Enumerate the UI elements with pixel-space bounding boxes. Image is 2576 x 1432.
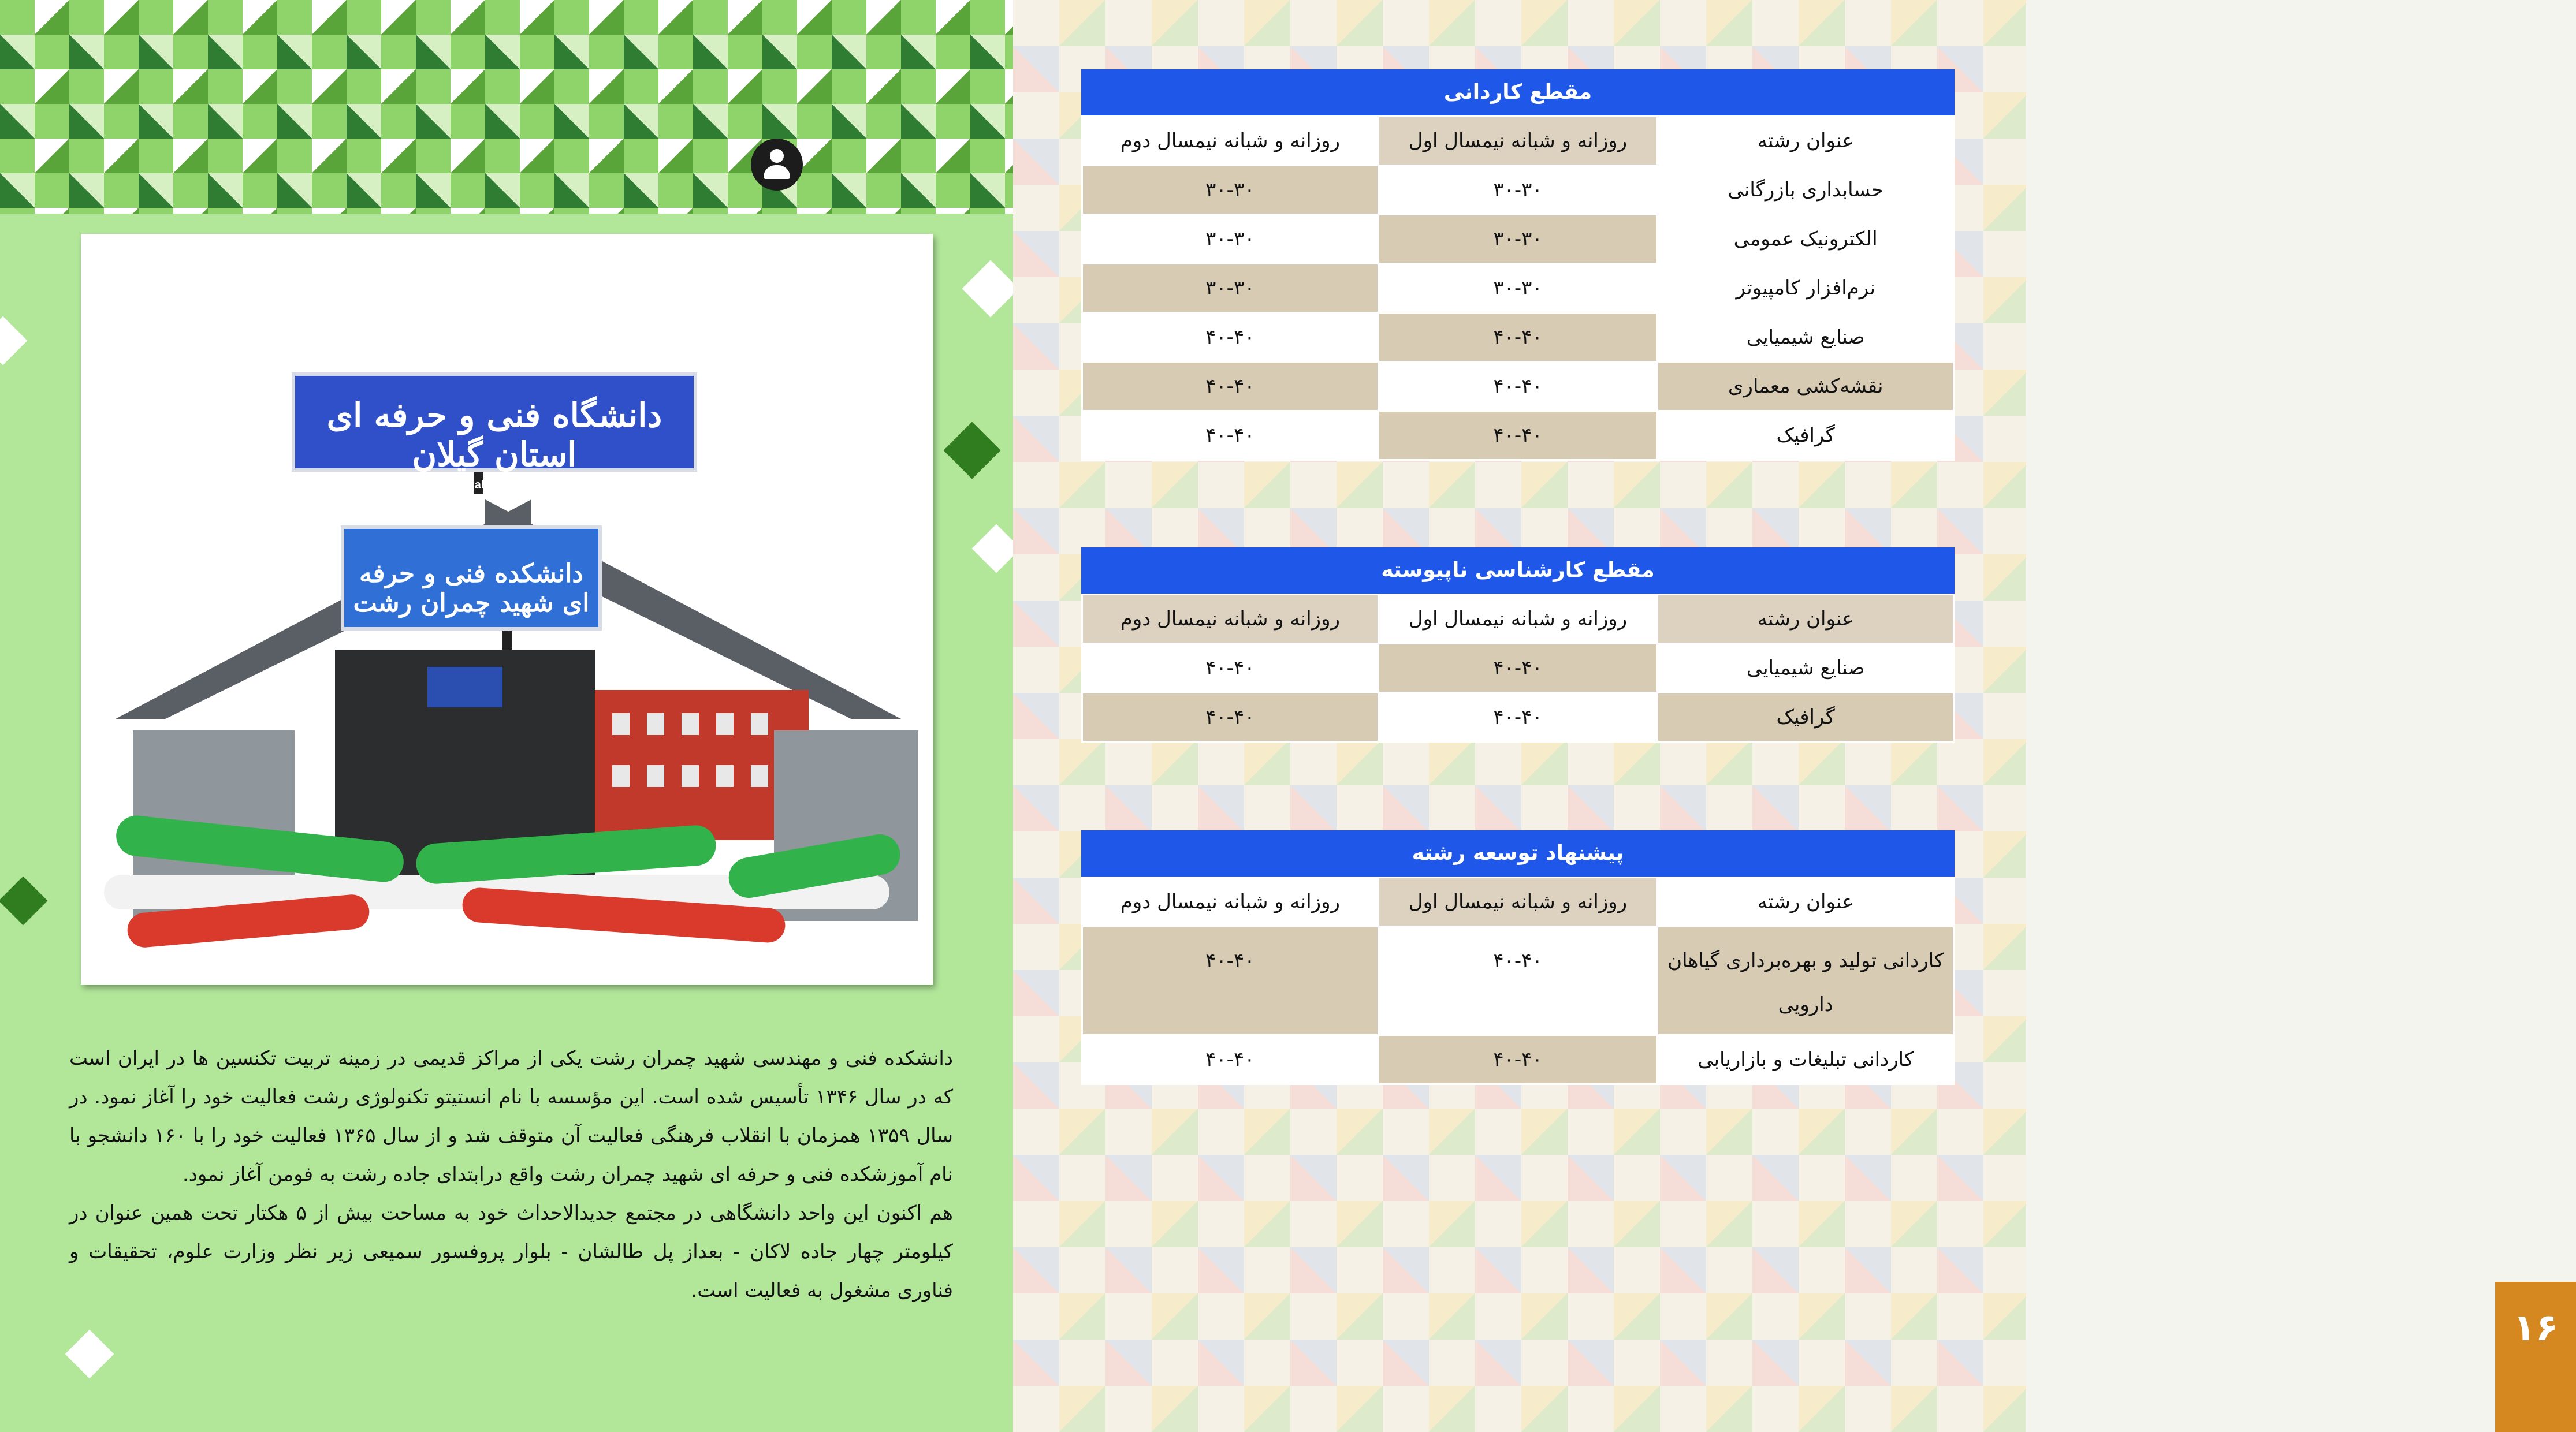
cell-field: حسابداری بازرگانی (1658, 166, 1954, 215)
intro-text (69, 1039, 953, 1310)
header-field: عنوان رشته (1658, 878, 1954, 927)
cell-first: ۳۰-۳۰ (1378, 215, 1658, 264)
cell-first: ۴۰-۴۰ (1378, 362, 1658, 411)
decorative-diamond (962, 260, 1019, 318)
table-title: پیشنهاد توسعه رشته (1081, 830, 1955, 877)
cell-second: ۴۰-۴۰ (1082, 927, 1379, 1035)
cell-second: ۳۰-۳۰ (1082, 215, 1379, 264)
table-row (1082, 411, 1954, 460)
cell-second: ۴۰-۴۰ (1082, 1035, 1379, 1084)
cell-second: ۴۰-۴۰ (1082, 644, 1379, 693)
campus-building (566, 690, 809, 840)
page-number: ۱۶ (2495, 1282, 2576, 1432)
right-page (1013, 0, 2559, 1432)
cell-field: نرم‌افزار کامپیوتر (1658, 264, 1954, 313)
campus-photo-frame (81, 234, 933, 984)
university-sign (292, 372, 697, 491)
table-row (1082, 1035, 1954, 1084)
cell-field: کاردانی تولید و بهره‌برداری گیاهان دارویی (1658, 927, 1954, 1035)
cell-second: ۴۰-۴۰ (1082, 362, 1379, 411)
user-icon[interactable] (751, 139, 803, 191)
faculty-sign (341, 525, 602, 631)
campus-gate-photo (92, 251, 921, 967)
header-field: عنوان رشته (1658, 117, 1954, 166)
faculty-sign-title: دانشکده فنی و حرفه ای شهید چمران رشت (353, 559, 590, 618)
cell-field: الکترونیک عمومی (1658, 215, 1954, 264)
cell-second: ۳۰-۳۰ (1082, 166, 1379, 215)
cell-first: ۳۰-۳۰ (1378, 166, 1658, 215)
decorative-diamond (0, 316, 27, 366)
header-second-semester: روزانه و شبانه نیمسال دوم (1082, 595, 1379, 644)
table-row (1082, 313, 1954, 362)
decorative-diamond (65, 1330, 114, 1379)
cell-field: کاردانی تبلیغات و بازاریابی (1658, 1035, 1954, 1084)
left-page (0, 0, 1013, 1432)
cell-first: ۴۰-۴۰ (1378, 411, 1658, 460)
cell-first: ۴۰-۴۰ (1378, 644, 1658, 693)
table-title: مقطع کارشناسی ناپیوسته (1081, 547, 1955, 594)
table-row (1082, 215, 1954, 264)
cell-first: ۳۰-۳۰ (1378, 264, 1658, 313)
header-second-semester: روزانه و شبانه نیمسال دوم (1082, 878, 1379, 927)
sign-subtitle: Technical and Vocational University of Gilan Province (347, 479, 642, 491)
header-first-semester: روزانه و شبانه نیمسال اول (1378, 117, 1658, 166)
cell-first: ۴۰-۴۰ (1378, 1035, 1658, 1084)
cell-field: صنایع شیمیایی (1658, 313, 1954, 362)
cell-field: گرافیک (1658, 693, 1954, 742)
cell-second: ۳۰-۳۰ (1082, 264, 1379, 313)
sign-title: دانشگاه فنی و حرفه ای استان گیلان (326, 396, 662, 474)
cell-second: ۴۰-۴۰ (1082, 693, 1379, 742)
intro-paragraph: هم اکنون این واحد دانشگاهی در مجتمع جدیدالاحداث خود به مساحت بیش از ۵ هکتار تحت همین عنوان در کیلومتر چهار جاده لاکان - بعداز پل طالشان - بلوار پروفسور سمیعی زیر نظر وزارت علوم، تحقیقات و فناوری مشغول به فعالیت است. (69, 1202, 953, 1302)
header-field: عنوان رشته (1658, 595, 1954, 644)
table-row (1082, 644, 1954, 693)
geometric-pattern-band (0, 0, 1013, 214)
table-row (1082, 166, 1954, 215)
cell-second: ۴۰-۴۰ (1082, 411, 1379, 460)
decorative-diamond (944, 422, 1001, 479)
header-first-semester: روزانه و شبانه نیمسال اول (1378, 878, 1658, 927)
table-title: مقطع کاردانی (1081, 69, 1955, 115)
associate-degree-table (1081, 69, 1955, 461)
header-first-semester: روزانه و شبانه نیمسال اول (1378, 595, 1658, 644)
bachelor-degree-table (1081, 547, 1955, 743)
decorative-diamond (0, 877, 47, 926)
cell-field: گرافیک (1658, 411, 1954, 460)
cell-field: صنایع شیمیایی (1658, 644, 1954, 693)
table-row (1082, 264, 1954, 313)
table-row (1082, 362, 1954, 411)
cell-field: نقشه‌کشی معماری (1658, 362, 1954, 411)
table-row (1082, 693, 1954, 742)
proposed-fields-table (1081, 830, 1955, 1085)
table-row (1082, 927, 1954, 1035)
cell-second: ۴۰-۴۰ (1082, 313, 1379, 362)
cell-first: ۴۰-۴۰ (1378, 313, 1658, 362)
header-second-semester: روزانه و شبانه نیمسال دوم (1082, 117, 1379, 166)
intro-paragraph: دانشکده فنی و مهندسی شهید چمران رشت یکی از مراکز قدیمی در زمینه تربیت تکنسین ها در ایران است که در سال ۱۳۴۶ تأسیس شده است. این مؤسسه با نام انستیتو تکنولوژی رشت فعالیت خود را آغاز نمود. در سال ۱۳۵۹ همزمان با انقلاب فرهنگی فعالیت آن متوقف شد و از سال ۱۳۶۵ فعالیت خود را با ۱۶۰ دانشجو با نام آموزشکده فنی و حرفه ای شهید چمران رشت واقع درابتدای جاده رشت به فومن آغاز نمود. (69, 1047, 954, 1186)
cell-first: ۴۰-۴۰ (1378, 693, 1658, 742)
cell-first: ۴۰-۴۰ (1378, 927, 1658, 1035)
